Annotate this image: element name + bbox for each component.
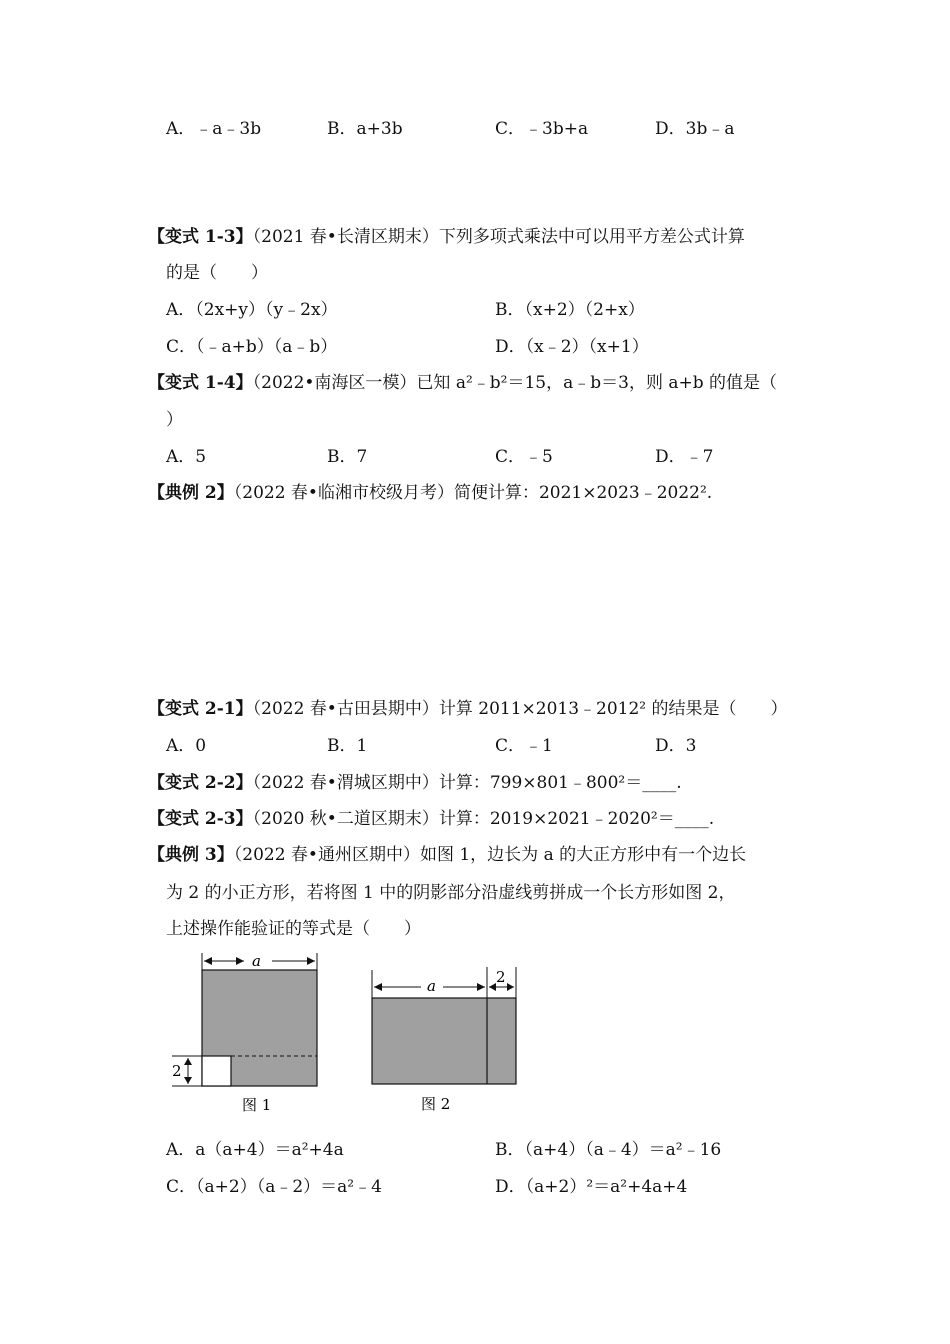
question-ex3-stem-cont2: 上述操作能验证的等式是（ ） <box>166 919 421 939</box>
option-a: A．﹣a﹣3b <box>166 119 262 139</box>
question-v23-stem: 【变式 2-3】（2020 秋•二道区期末）计算：2019×2021﹣2020²＝____. <box>148 809 715 829</box>
option-b: B．（a+4）（a﹣4）＝a²﹣16 <box>495 1140 722 1160</box>
dim-2-label: 2 <box>172 1062 182 1080</box>
question-v13-stem: 【变式 1-3】（2021 春•长清区期末）下列多项式乘法中可以用平方差公式计算 <box>148 227 745 247</box>
question-v21-stem: 【变式 2-1】（2022 春•古田县期中）计算 2011×2013﹣2012² 的结果是（ ） <box>148 699 788 719</box>
option-a: A．5 <box>166 447 207 467</box>
option-c: C．﹣1 <box>495 736 553 756</box>
option-a: A．a（a+4）＝a²+4a <box>166 1140 344 1160</box>
question-v22-stem: 【变式 2-2】（2022 春•渭城区期中）计算：799×801﹣800²＝____. <box>148 773 682 793</box>
option-c: C．﹣5 <box>495 447 553 467</box>
figure-1 <box>160 948 340 1118</box>
option-c: C．（a+2）（a﹣2）＝a²﹣4 <box>166 1177 382 1197</box>
option-d: D．3 <box>655 736 697 756</box>
dim-2-label: 2 <box>496 968 506 986</box>
option-d: D．（x﹣2）（x+1） <box>495 337 649 357</box>
question-v14-stem: 【变式 1-4】（2022•南海区一模）已知 a²﹣b²＝15，a﹣b＝3，则 a+b 的值是（ <box>148 373 778 393</box>
question-v13-stem-cont: 的是（ ） <box>166 263 268 283</box>
figure-2 <box>365 962 530 1117</box>
option-b: B．（x+2）（2+x） <box>495 300 645 320</box>
question-ex2-stem: 【典例 2】（2022 春•临湘市校级月考）简便计算：2021×2023﹣2022². <box>148 483 713 503</box>
option-d: D．3b﹣a <box>655 119 735 139</box>
option-b: B．7 <box>327 447 368 467</box>
question-ex3-stem: 【典例 3】（2022 春•通州区期中）如图 1，边长为 a 的大正方形中有一个边长 <box>148 845 747 865</box>
question-ex3-stem-cont: 为 2 的小正方形，若将图 1 中的阴影部分沿虚线剪拼成一个长方形如图 2， <box>166 883 736 903</box>
option-a: A．（2x+y）（y﹣2x） <box>166 300 338 320</box>
option-b: B．1 <box>327 736 368 756</box>
option-a: A．0 <box>166 736 207 756</box>
figure-1-caption: 图 1 <box>242 1096 272 1114</box>
option-b: B．a+3b <box>327 119 403 139</box>
figure-2-caption: 图 2 <box>421 1095 451 1113</box>
option-d: D．（a+2）²＝a²+4a+4 <box>495 1177 688 1197</box>
option-c: C．（﹣a+b）（a﹣b） <box>166 337 338 357</box>
question-v14-stem-cont: ） <box>166 410 183 430</box>
dim-a-label: a <box>252 952 261 970</box>
dim-a-label: a <box>427 977 436 995</box>
option-d: D．﹣7 <box>655 447 714 467</box>
option-c: C．﹣3b+a <box>495 119 589 139</box>
